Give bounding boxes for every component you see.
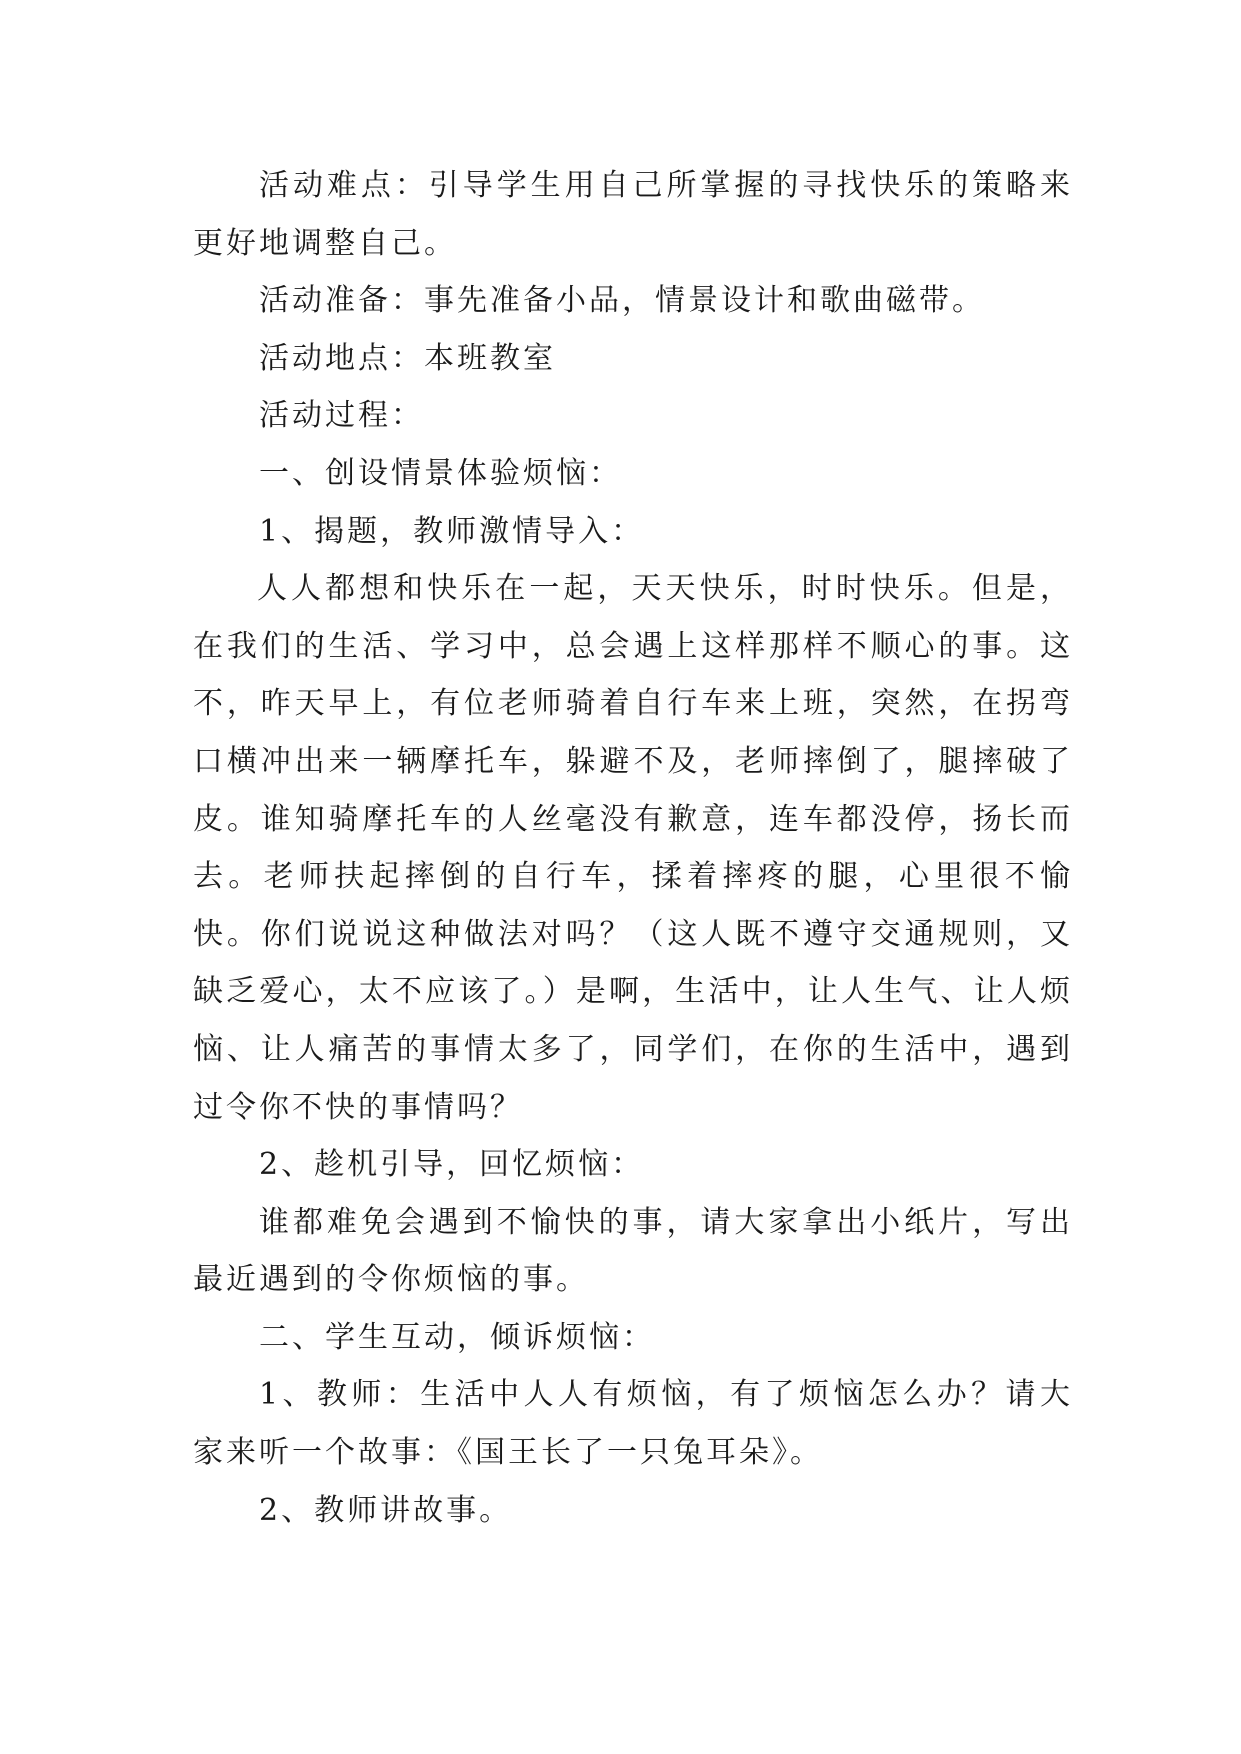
paragraph-activity-preparation: 活动准备：事先准备小品，情景设计和歌曲磁带。 xyxy=(259,283,985,319)
section-heading-2: 二、学生互动，倾诉烦恼： xyxy=(259,1319,655,1355)
paragraph-write-troubles: 谁都难免会遇到不愉快的事，请大家拿出小纸片，写出最近遇到的令你烦恼的事。 xyxy=(193,1204,1073,1298)
step-2-1: 1、教师：生活中人人有烦恼，有了烦恼怎么办？请大家来听一个故事：《国王长了一只兔耳朵》。 xyxy=(193,1377,1073,1471)
paragraph-intro-story: 人人都想和快乐在一起，天天快乐，时时快乐。但是，在我们的生活、学习中，总会遇上这样那样不顺心的事。这不，昨天早上，有位老师骑着自行车来上班，突然，在拐弯口横冲出来一辆摩托车，躲避不及，老师摔倒了，腿摔破了皮。谁知骑摩托车的人丝毫没有歉意，连车都没停，扬长而去。老师扶起摔倒的自行车，揉着摔疼的腿，心里很不愉快。你们说说这种做法对吗？（这人既不遵守交通规则，又缺乏爱心，太不应该了。）是啊，生活中，让人生气、让人烦恼、让人痛苦的事情太多了，同学们，在你的生活中，遇到过令你不快的事情吗？ xyxy=(193,571,1073,1125)
paragraph-activity-process: 活动过程： xyxy=(259,398,424,434)
step-1-2: 2、趁机引导，回忆烦恼： xyxy=(259,1147,645,1183)
paragraph-activity-location: 活动地点：本班教室 xyxy=(259,340,556,376)
paragraph-activity-difficulty: 活动难点：引导学生用自己所掌握的寻找快乐的策略来更好地调整自己。 xyxy=(193,168,1073,261)
step-2-2: 2、教师讲故事。 xyxy=(259,1492,513,1528)
section-heading-1: 一、创设情景体验烦恼： xyxy=(259,455,622,491)
document-body xyxy=(193,157,1073,1539)
step-1-1: 1、揭题，教师激情导入： xyxy=(259,513,645,549)
